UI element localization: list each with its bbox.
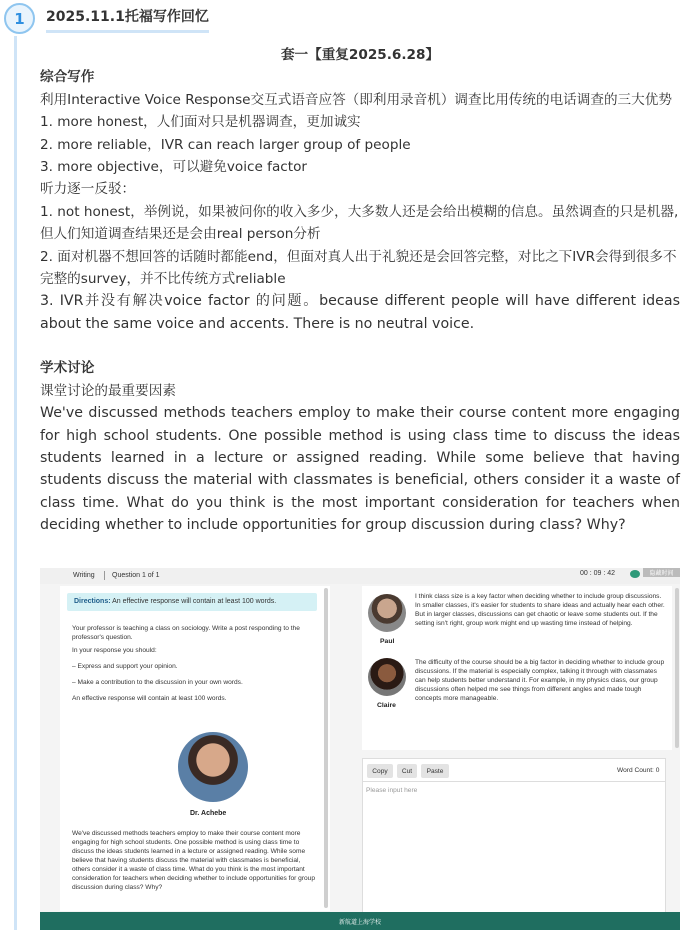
prompt-line: In your response you should:	[72, 647, 157, 654]
divider	[104, 571, 105, 580]
response-editor	[362, 758, 666, 918]
prompt-line: – Express and support your opinion.	[72, 663, 178, 670]
claire-avatar	[368, 658, 406, 696]
academic-discussion-prompt: We've discussed methods teachers employ to make their course content more engaging for high school students. One possible method is using class time to discuss the ideas students learned in a lecture or assigned reading. While some believe that having students discuss the material with classmates is beneficial, others consider it a waste of class time. What do you think is the most important consideration for teachers when deciding whether to include opportunities for group discussion during class? Why?	[40, 405, 680, 534]
section-number-badge: 1	[4, 3, 35, 34]
integrated-intro: 利用Interactive Voice Response交互式语音应答（即利用录音机）调查比用传统的电话调查的三大优势	[40, 91, 672, 108]
student-name: Paul	[380, 638, 395, 645]
directions-label: Directions:	[74, 598, 111, 605]
section-heading: 2025.11.1托福写作回忆	[46, 6, 209, 33]
professor-name: Dr. Achebe	[190, 810, 227, 817]
rebuttal-point: 2. 面对机器不想回答的话随时都能end，但面对真人出于礼貌还是会回答完整，对比之下IVR会得到很多不完整的survey，并不比传统方式reliable	[40, 248, 677, 288]
question-counter: Question 1 of 1	[112, 572, 160, 579]
student-post: I think class size is a key factor when deciding whether to include group discussions. In smaller classes, it's easier for students to share ideas and actually hear each other. But in larger classes, discussions can get chaotic or leave some students out. If the setting isn't right, group work might end up wasting time instead of helping.	[415, 593, 665, 627]
eye-icon[interactable]	[630, 570, 640, 578]
response-input[interactable]: Please input here	[366, 787, 418, 794]
professor-question: We've discussed methods teachers employ to make their course content more engaging for high school students. One possible method is using class time to discuss the ideas students learned in a lecture or assigned reading. While some believe that having students discuss the material with classmates is beneficial, others consider it a waste of class time. What do you think is the most important consideration for teachers when deciding whether to include opportunities for group discussion during class? Why?	[72, 830, 316, 891]
reading-point: 1. more honest，人们面对只是机器调查，更加诚实	[40, 114, 361, 131]
divider	[363, 781, 665, 782]
right-scrollbar[interactable]	[675, 588, 679, 748]
exam-screenshot	[40, 568, 680, 930]
student-post: The difficulty of the course should be a big factor in deciding whether to include group discussions. If the material is especially complex, talking it through with classmates can help students better understand it. For example, in my physics class, our group discussions often helped me see things from different angles and made tough concepts more manageable.	[415, 659, 665, 702]
student-name: Claire	[377, 702, 396, 709]
question-pane	[60, 586, 330, 911]
word-count: Word Count: 0	[617, 767, 660, 774]
academic-discussion-title: 学术讨论	[40, 360, 95, 377]
set-title: 套一【重复2025.6.28】	[280, 47, 440, 63]
student-posts-pane	[362, 586, 672, 750]
rebuttal-point: 1. not honest，举例说，如果被问你的收入多少，大多数人还是会给出模糊的信息。虽然调查的只是机器, 但人们知道调查结果还是会由real person分析	[40, 203, 679, 243]
rebuttal-point: 3. IVR并没有解决voice factor 的问题。because different people will have different ideas about the same voice and accents. There is no neutral voice.	[40, 293, 680, 332]
paste-button[interactable]: Paste	[421, 764, 449, 778]
footer-bar: 新航道上海学校	[40, 912, 680, 930]
left-scrollbar[interactable]	[324, 588, 328, 908]
copy-button[interactable]: Copy	[367, 764, 393, 778]
hide-time-button[interactable]: 隐藏时间	[643, 568, 680, 577]
directions-text: An effective response will contain at least 100 words.	[112, 598, 277, 605]
reading-point: 2. more reliable，IVR can reach larger group of people	[40, 136, 411, 153]
paul-avatar	[368, 594, 406, 632]
directions-box	[67, 593, 317, 611]
prompt-line: An effective response will contain at least 100 words.	[72, 695, 227, 702]
listening-title: 听力逐一反驳：	[40, 181, 136, 198]
exam-top-bar	[40, 568, 680, 584]
reading-point: 3. more objective，可以避免voice factor	[40, 159, 307, 176]
prompt-line: – Make a contribution to the discussion in your own words.	[72, 679, 243, 686]
integrated-writing-title: 综合写作	[40, 69, 95, 86]
academic-discussion-subtitle: 课堂讨论的最重要因素	[40, 382, 176, 399]
cut-button[interactable]: Cut	[397, 764, 417, 778]
left-accent-rule	[14, 36, 17, 930]
prompt-line: Your professor is teaching a class on sociology. Write a post responding to the professor's question.	[72, 625, 300, 641]
professor-avatar	[178, 732, 248, 802]
article-body	[40, 44, 680, 537]
section-label: Writing	[73, 572, 95, 579]
timer: 00 : 09 : 42	[580, 570, 616, 577]
